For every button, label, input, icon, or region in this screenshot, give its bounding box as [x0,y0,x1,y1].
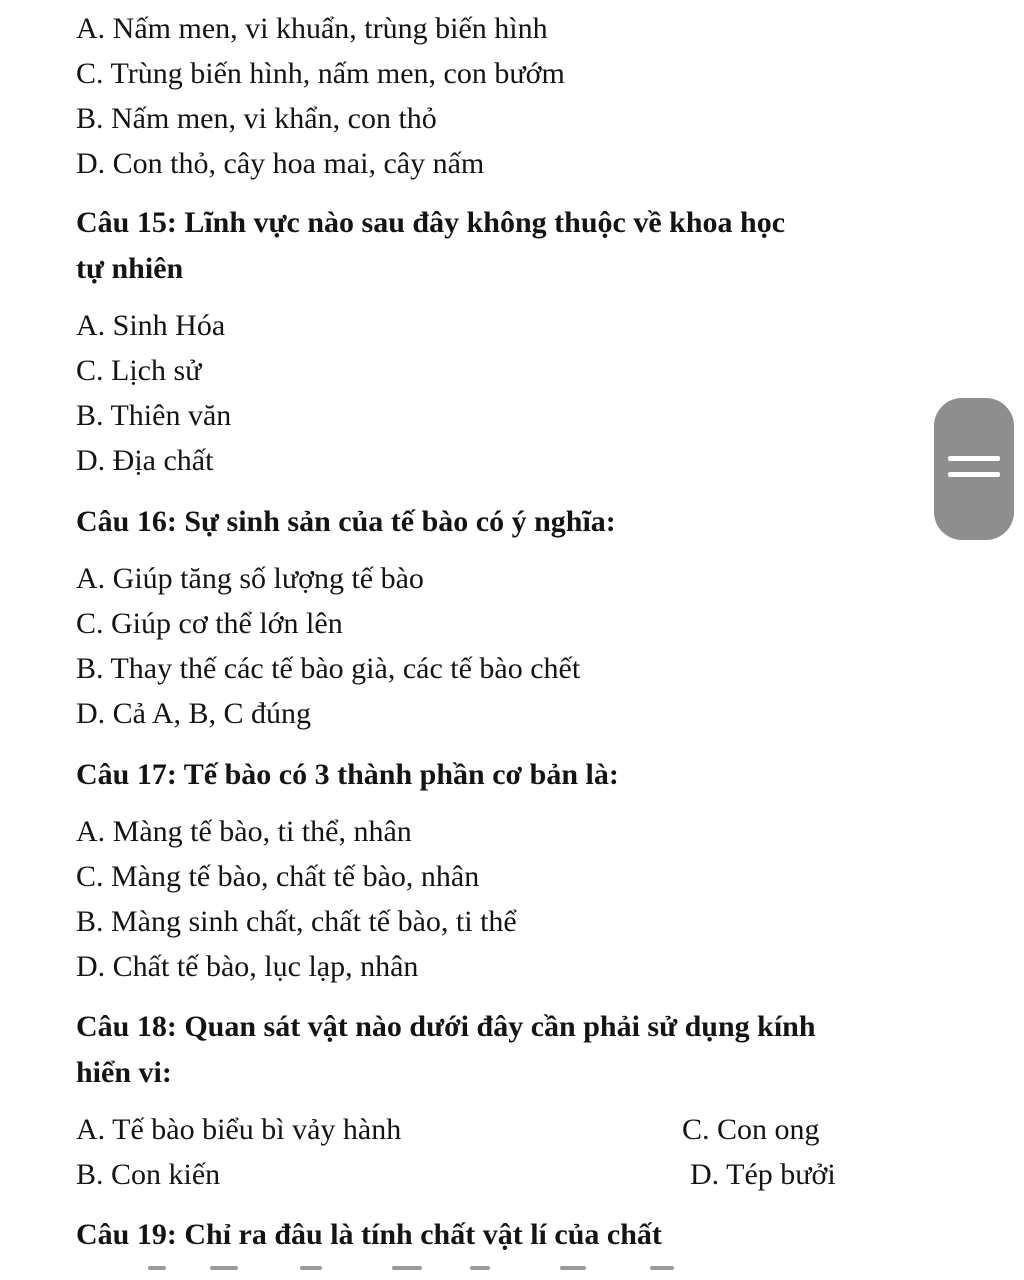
q14-option-b: B. Nấm men, vi khẩn, con thỏ [76,102,437,135]
q19-title: Câu 19: Chỉ ra đâu là tính chất vật lí của chất [76,1218,662,1251]
q17-option-a: A. Màng tế bào, ti thể, nhân [76,815,412,848]
q18-option-a: A. Tế bào biểu bì vảy hành [76,1113,402,1146]
q15-option-a: A. Sinh Hóa [76,309,226,342]
q17-option-b: B. Màng sinh chất, chất tế bào, ti thể [76,905,517,938]
q14-option-a: A. Nấm men, vi khuẩn, trùng biến hình [76,12,548,45]
q18-option-b: B. Con kiến [76,1158,221,1191]
q16-title: Câu 16: Sự sinh sản của tế bào có ý nghĩa: [76,505,616,538]
q17-option-c: C. Màng tế bào, chất tế bào, nhân [76,860,480,893]
q17-option-d: D. Chất tế bào, lục lạp, nhân [76,950,419,983]
q16-option-a: A. Giúp tăng số lượng tế bào [76,562,424,595]
q16-option-c: C. Giúp cơ thể lớn lên [76,607,343,640]
q18-option-c: C. Con ong [682,1113,820,1146]
q15-title-line1: Câu 15: Lĩnh vực nào sau đây không thuộc về khoa học [76,206,786,239]
next-line-cutoff [0,1266,1024,1280]
q18-option-d: D. Tép bưởi [690,1158,836,1191]
scroll-drag-handle[interactable] [934,398,1014,540]
q15-option-c: C. Lịch sử [76,354,202,387]
q15-option-b: B. Thiên văn [76,399,232,432]
q15-option-d: D. Địa chất [76,444,214,477]
q16-option-b: B. Thay thế các tế bào già, các tế bào chết [76,652,581,685]
q14-option-d: D. Con thỏ, cây hoa mai, cây nấm [76,147,485,180]
q16-option-d: D. Cả A, B, C đúng [76,697,312,730]
q17-title: Câu 17: Tế bào có 3 thành phần cơ bản là: [76,758,619,791]
q15-title-line2: tự nhiên [76,252,184,285]
q18-title-line2: hiển vi: [76,1056,172,1089]
q18-title-line1: Câu 18: Quan sát vật nào dưới đây cần phải sử dụng kính [76,1010,816,1043]
q14-option-c: C. Trùng biến hình, nấm men, con bướm [76,57,565,90]
